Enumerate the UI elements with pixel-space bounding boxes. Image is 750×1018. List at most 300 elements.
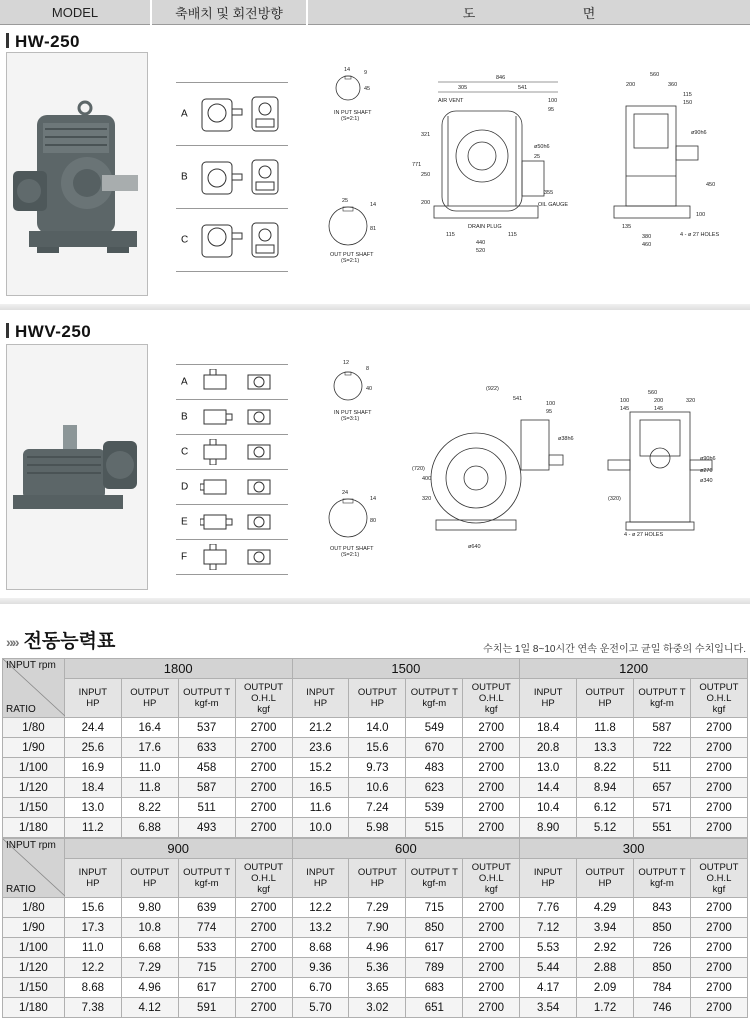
dim-text: 100 <box>548 98 558 104</box>
data-cell: 4.12 <box>121 998 178 1018</box>
output-shaft-caption: OUT PUT SHAFT <box>330 546 374 552</box>
model-label: MODEL <box>51 4 99 20</box>
dim-text: 24 <box>342 490 349 496</box>
data-cell: 537 <box>178 718 235 738</box>
dim-text: (720) <box>412 466 425 472</box>
data-cell: 8.22 <box>577 758 634 778</box>
data-cell: 843 <box>634 898 691 918</box>
column-header-line1: OUTPUT O.H.L <box>244 861 284 884</box>
column-header <box>406 859 463 898</box>
column-header <box>178 679 235 718</box>
dim-text: 81 <box>370 226 377 232</box>
data-cell: 511 <box>178 798 235 818</box>
data-cell: 24.4 <box>64 718 121 738</box>
data-cell: 14.4 <box>520 778 577 798</box>
data-cell: 587 <box>178 778 235 798</box>
data-cell: 6.12 <box>577 798 634 818</box>
arrangement-column-header <box>152 0 306 25</box>
column-header <box>349 859 406 898</box>
dim-text: 250 <box>421 172 431 178</box>
dim-text: ø270 <box>700 468 713 474</box>
column-header-line2: HP <box>86 698 100 709</box>
dim-text: 360 <box>668 82 678 88</box>
data-cell: 515 <box>406 818 463 838</box>
data-cell: 2700 <box>463 978 520 998</box>
data-cell: 591 <box>178 998 235 1018</box>
dim-text: 115 <box>446 232 455 238</box>
column-header-line1: INPUT <box>78 687 108 698</box>
dim-text: 305 <box>458 85 468 91</box>
data-cell: 6.88 <box>121 818 178 838</box>
arrangement-label: C <box>181 446 189 458</box>
column-header-line2: kgf-m <box>194 698 219 709</box>
data-cell: 8.68 <box>292 938 349 958</box>
rpm-header: 300 <box>520 839 748 859</box>
data-cell: 850 <box>634 918 691 938</box>
data-cell: 10.8 <box>121 918 178 938</box>
column-header <box>64 679 121 718</box>
table-note: 수치는 1일 8~10시간 연속 운전이고 균일 하중의 수치입니다. <box>483 644 746 655</box>
data-cell: 12.2 <box>292 898 349 918</box>
table-row <box>3 938 748 958</box>
corner-top-label: INPUT rpm <box>6 660 56 671</box>
corner-cell <box>3 839 65 898</box>
hwv250-gearbox-image <box>7 345 147 589</box>
data-cell: 5.70 <box>292 998 349 1018</box>
data-cell: 2700 <box>463 738 520 758</box>
subheader-row <box>3 679 748 718</box>
column-header-line2: HP <box>143 698 157 709</box>
data-cell: 2700 <box>463 918 520 938</box>
data-cell: 2700 <box>235 738 292 758</box>
dim-text: AIR VENT <box>438 98 464 104</box>
corner-bottom-label: RATIO <box>6 704 36 715</box>
data-cell: 850 <box>406 918 463 938</box>
data-cell: 18.4 <box>520 718 577 738</box>
drawing-label-1: 도 <box>462 5 476 21</box>
column-header <box>634 859 691 898</box>
ratio-cell: 1/180 <box>3 818 65 838</box>
data-cell: 2700 <box>690 938 747 958</box>
column-header <box>690 859 747 898</box>
dim-text: 95 <box>546 409 553 415</box>
dim-text: 145 <box>654 406 664 412</box>
data-cell: 3.54 <box>520 998 577 1018</box>
chevron-icon: »» <box>6 634 18 650</box>
data-cell: 657 <box>634 778 691 798</box>
data-cell: 1.72 <box>577 998 634 1018</box>
arrangement-label: B <box>181 171 188 183</box>
data-cell: 18.4 <box>64 778 121 798</box>
data-cell: 13.3 <box>577 738 634 758</box>
data-cell: 11.0 <box>64 938 121 958</box>
dim-text: 200 <box>421 200 431 206</box>
hwv250-title <box>6 322 91 342</box>
ratio-cell: 1/100 <box>3 758 65 778</box>
hwv250-input-shaft <box>334 360 372 422</box>
data-cell: 2700 <box>690 978 747 998</box>
column-header-line2: kgf <box>712 883 726 895</box>
hwv250-front-view <box>412 386 574 550</box>
data-cell: 683 <box>406 978 463 998</box>
data-cell: 2700 <box>463 798 520 818</box>
column-header-line1: OUTPUT <box>357 867 397 878</box>
data-cell: 2700 <box>235 998 292 1018</box>
dim-text: 771 <box>412 162 422 168</box>
dim-text: ø90h6 <box>700 456 716 462</box>
column-header-line1: INPUT <box>306 867 335 878</box>
column-header-line2: kgf <box>257 883 270 895</box>
data-cell: 14.0 <box>349 718 406 738</box>
data-cell: 2700 <box>690 738 747 758</box>
data-cell: 2.88 <box>577 958 634 978</box>
hw250-title <box>6 32 80 52</box>
rpm-header: 600 <box>292 839 520 859</box>
data-cell: 5.98 <box>349 818 406 838</box>
dim-text: 560 <box>648 390 658 396</box>
column-header-line2: kgf-m <box>422 878 447 889</box>
dim-text: 380 <box>642 234 652 240</box>
data-cell: 4.29 <box>577 898 634 918</box>
data-cell: 7.29 <box>349 898 406 918</box>
data-cell: 493 <box>178 818 235 838</box>
data-cell: 11.8 <box>577 718 634 738</box>
data-cell: 2700 <box>235 938 292 958</box>
data-cell: 617 <box>406 938 463 958</box>
dim-text: 145 <box>620 406 630 412</box>
dim-text: (320) <box>608 496 621 502</box>
column-header-line1: INPUT <box>78 867 108 878</box>
ratio-cell: 1/80 <box>3 898 65 918</box>
hw250-title-text: HW-250 <box>15 32 81 51</box>
data-cell: 13.0 <box>520 758 577 778</box>
rpm-header-row <box>3 659 748 679</box>
data-cell: 11.8 <box>121 778 178 798</box>
data-cell: 539 <box>406 798 463 818</box>
arrangement-label: E <box>181 516 188 528</box>
column-header-line1: OUTPUT T <box>638 687 686 698</box>
dim-text: 25 <box>534 154 541 160</box>
data-cell: 2700 <box>690 958 747 978</box>
data-cell: 549 <box>406 718 463 738</box>
hwv250-photo <box>6 344 148 590</box>
column-header-line2: kgf <box>257 703 270 715</box>
table-title-text: 전동능력표 <box>23 631 116 652</box>
ratio-cell: 1/90 <box>3 738 65 758</box>
data-cell: 11.2 <box>64 818 121 838</box>
output-shaft-caption: OUT PUT SHAFT <box>330 252 374 258</box>
dim-text: 95 <box>548 107 555 113</box>
data-cell: 774 <box>178 918 235 938</box>
column-header-line2: HP <box>370 698 384 709</box>
data-cell: 9.36 <box>292 958 349 978</box>
data-cell: 2700 <box>235 798 292 818</box>
column-header-line1: OUTPUT <box>130 687 170 698</box>
data-cell: 10.0 <box>292 818 349 838</box>
dim-text: 400 <box>422 476 432 482</box>
hw250-drawings <box>308 56 750 302</box>
dim-text: ø90h6 <box>691 130 707 136</box>
data-cell: 2700 <box>690 818 747 838</box>
data-cell: 722 <box>634 738 691 758</box>
data-cell: 17.3 <box>64 918 121 938</box>
dim-text: 100 <box>546 401 556 407</box>
corner-top-label: INPUT rpm <box>6 840 56 851</box>
hwv250-output-shaft <box>329 490 376 558</box>
dim-text: ø340 <box>700 478 713 484</box>
dim-text: 541 <box>518 85 528 91</box>
data-cell: 12.2 <box>64 958 121 978</box>
data-cell: 21.2 <box>292 718 349 738</box>
data-cell: 17.6 <box>121 738 178 758</box>
column-header <box>577 679 634 718</box>
column-header-line2: kgf-m <box>650 878 674 889</box>
table-row <box>3 998 748 1018</box>
data-cell: 617 <box>178 978 235 998</box>
rpm-header: 1800 <box>64 659 292 679</box>
hwv250-arrangement-a <box>176 365 288 400</box>
dim-text: DRAIN PLUG <box>468 224 502 230</box>
table-row <box>3 918 748 938</box>
data-cell: 6.68 <box>121 938 178 958</box>
dim-text: 460 <box>642 242 652 248</box>
dim-text: 40 <box>366 386 373 392</box>
section-divider <box>0 598 750 604</box>
arrangement-sketch <box>200 439 284 465</box>
hwv250-arrangement-d <box>176 470 288 505</box>
data-cell: 8.68 <box>64 978 121 998</box>
column-header-line2: HP <box>143 878 157 889</box>
hw250-front-view <box>412 75 568 254</box>
input-shaft-caption: IN PUT SHAFT <box>334 410 372 416</box>
data-cell: 2700 <box>235 718 292 738</box>
data-cell: 2700 <box>235 918 292 938</box>
column-header <box>463 859 520 898</box>
data-cell: 7.76 <box>520 898 577 918</box>
data-cell: 23.6 <box>292 738 349 758</box>
rpm-header: 1200 <box>520 659 748 679</box>
section-divider <box>0 304 750 310</box>
data-cell: 850 <box>634 958 691 978</box>
dim-text: 115 <box>683 92 692 98</box>
dim-text: OIL GAUGE <box>538 202 569 208</box>
column-header-line2: HP <box>313 698 328 709</box>
data-cell: 2700 <box>463 958 520 978</box>
data-cell: 726 <box>634 938 691 958</box>
column-header <box>406 679 463 718</box>
rpm-header: 900 <box>64 839 292 859</box>
data-cell: 2700 <box>690 918 747 938</box>
dim-text: 520 <box>476 248 486 254</box>
column-header <box>178 859 235 898</box>
dim-text: 100 <box>620 398 630 404</box>
hwv250-title-text: HWV-250 <box>15 322 92 341</box>
dim-text: 115 <box>508 232 517 238</box>
column-header <box>292 859 349 898</box>
arrangement-label: D <box>181 481 189 493</box>
data-cell: 2700 <box>463 938 520 958</box>
corner-cell <box>3 659 65 718</box>
table-row <box>3 818 748 838</box>
column-header-line1: OUTPUT T <box>638 867 686 878</box>
column-header <box>463 679 520 718</box>
column-header-line2: HP <box>541 698 555 709</box>
data-cell: 2.09 <box>577 978 634 998</box>
data-cell: 715 <box>178 958 235 978</box>
arrangement-a-sketch <box>196 89 286 139</box>
arrangement-label: 축배치 및 회전방향 <box>175 5 283 21</box>
data-cell: 15.6 <box>64 898 121 918</box>
hwv250-arrangement-e <box>176 505 288 540</box>
hw250-arrangement-a <box>176 83 288 146</box>
data-cell: 16.9 <box>64 758 121 778</box>
dim-text: 450 <box>706 182 716 188</box>
column-header <box>349 679 406 718</box>
ratio-cell: 1/150 <box>3 798 65 818</box>
data-cell: 639 <box>178 898 235 918</box>
data-cell: 4.17 <box>520 978 577 998</box>
column-header-line1: INPUT <box>533 687 563 698</box>
data-cell: 2700 <box>235 978 292 998</box>
performance-table-1 <box>2 658 748 838</box>
hw250-output-shaft <box>329 198 376 264</box>
hwv250-side-view <box>608 390 716 538</box>
dim-text: 9 <box>364 70 368 76</box>
dim-text: 25 <box>342 198 349 204</box>
column-header-line2: kgf <box>484 883 498 895</box>
column-header <box>121 679 178 718</box>
column-header <box>235 859 292 898</box>
ratio-cell: 1/120 <box>3 778 65 798</box>
data-cell: 7.29 <box>121 958 178 978</box>
data-cell: 13.0 <box>64 798 121 818</box>
dim-text: 4 - ø 27 HOLES <box>680 232 720 238</box>
column-header-line1: OUTPUT T <box>183 687 231 698</box>
arrangement-sketch <box>200 404 284 430</box>
arrangement-b-sketch <box>196 152 286 202</box>
data-cell: 2700 <box>463 758 520 778</box>
data-cell: 2700 <box>690 998 747 1018</box>
subheader-row <box>3 859 748 898</box>
column-header <box>64 859 121 898</box>
dim-text: 320 <box>422 496 432 502</box>
ratio-cell: 1/90 <box>3 918 65 938</box>
hwv250-arrangement-f <box>176 540 288 575</box>
data-cell: 2700 <box>690 778 747 798</box>
data-cell: 2700 <box>463 998 520 1018</box>
ratio-cell: 1/180 <box>3 998 65 1018</box>
column-header-line2: HP <box>598 698 612 709</box>
data-cell: 5.44 <box>520 958 577 978</box>
input-shaft-ratio: (S=2:1) <box>341 116 360 122</box>
hwv250-arrangement-b <box>176 400 288 435</box>
data-cell: 11.0 <box>121 758 178 778</box>
arrangement-sketch <box>200 544 284 570</box>
column-header-line1: OUTPUT T <box>410 687 458 698</box>
dim-text: 846 <box>496 75 506 81</box>
dim-text: 45 <box>364 86 371 92</box>
data-cell: 789 <box>406 958 463 978</box>
dim-text: 14 <box>370 496 377 502</box>
table-row <box>3 738 748 758</box>
ratio-cell: 1/120 <box>3 958 65 978</box>
data-cell: 3.02 <box>349 998 406 1018</box>
data-cell: 2700 <box>690 798 747 818</box>
arrangement-c-sketch <box>196 215 286 265</box>
data-cell: 7.90 <box>349 918 406 938</box>
column-header <box>292 679 349 718</box>
ratio-cell: 1/150 <box>3 978 65 998</box>
dim-text: 440 <box>476 240 486 246</box>
column-header-line2: kgf <box>484 703 498 715</box>
column-header-line2: HP <box>313 878 328 889</box>
dim-text: 14 <box>370 202 377 208</box>
column-header-line1: OUTPUT <box>130 867 170 878</box>
data-cell: 15.6 <box>349 738 406 758</box>
rpm-header-row <box>3 839 748 859</box>
table-row <box>3 898 748 918</box>
table-row <box>3 958 748 978</box>
dim-text: 541 <box>513 396 523 402</box>
data-cell: 4.96 <box>121 978 178 998</box>
column-header-line1: OUTPUT <box>357 687 397 698</box>
column-header-line1: OUTPUT O.H.L <box>471 861 511 884</box>
arrangement-label: C <box>181 234 189 246</box>
arrangement-label: F <box>181 551 188 563</box>
data-cell: 9.73 <box>349 758 406 778</box>
arrangement-label: A <box>181 108 188 120</box>
data-cell: 533 <box>178 938 235 958</box>
column-header-line1: OUTPUT T <box>183 867 231 878</box>
drawing-label-2: 면 <box>582 5 596 21</box>
data-cell: 8.94 <box>577 778 634 798</box>
table-row <box>3 758 748 778</box>
dim-text: 100 <box>696 212 706 218</box>
column-header <box>634 679 691 718</box>
hw250-arrangement-list <box>176 82 288 272</box>
column-header-line2: HP <box>598 878 612 889</box>
hw250-side-view <box>614 72 719 248</box>
data-cell: 2700 <box>235 958 292 978</box>
data-cell: 5.36 <box>349 958 406 978</box>
data-cell: 483 <box>406 758 463 778</box>
ratio-cell: 1/80 <box>3 718 65 738</box>
column-header-line1: OUTPUT O.H.L <box>699 681 739 704</box>
data-cell: 11.6 <box>292 798 349 818</box>
arrangement-sketch <box>200 474 284 500</box>
data-cell: 16.5 <box>292 778 349 798</box>
data-cell: 25.6 <box>64 738 121 758</box>
table-row <box>3 718 748 738</box>
column-header-line2: kgf-m <box>194 878 219 889</box>
column-header-line1: OUTPUT O.H.L <box>244 681 284 704</box>
data-cell: 623 <box>406 778 463 798</box>
column-header <box>235 679 292 718</box>
corner-bottom-label: RATIO <box>6 884 36 895</box>
data-cell: 2700 <box>690 758 747 778</box>
hw250-photo <box>6 52 148 296</box>
dim-text: 8 <box>366 366 370 372</box>
data-cell: 784 <box>634 978 691 998</box>
column-header-line2: kgf-m <box>422 698 447 709</box>
dim-text: 150 <box>683 100 693 106</box>
data-cell: 2700 <box>235 758 292 778</box>
dim-text: ø38h6 <box>558 436 574 442</box>
data-cell: 5.12 <box>577 818 634 838</box>
column-header-line1: OUTPUT <box>585 867 625 878</box>
data-cell: 8.90 <box>520 818 577 838</box>
data-cell: 2700 <box>235 898 292 918</box>
